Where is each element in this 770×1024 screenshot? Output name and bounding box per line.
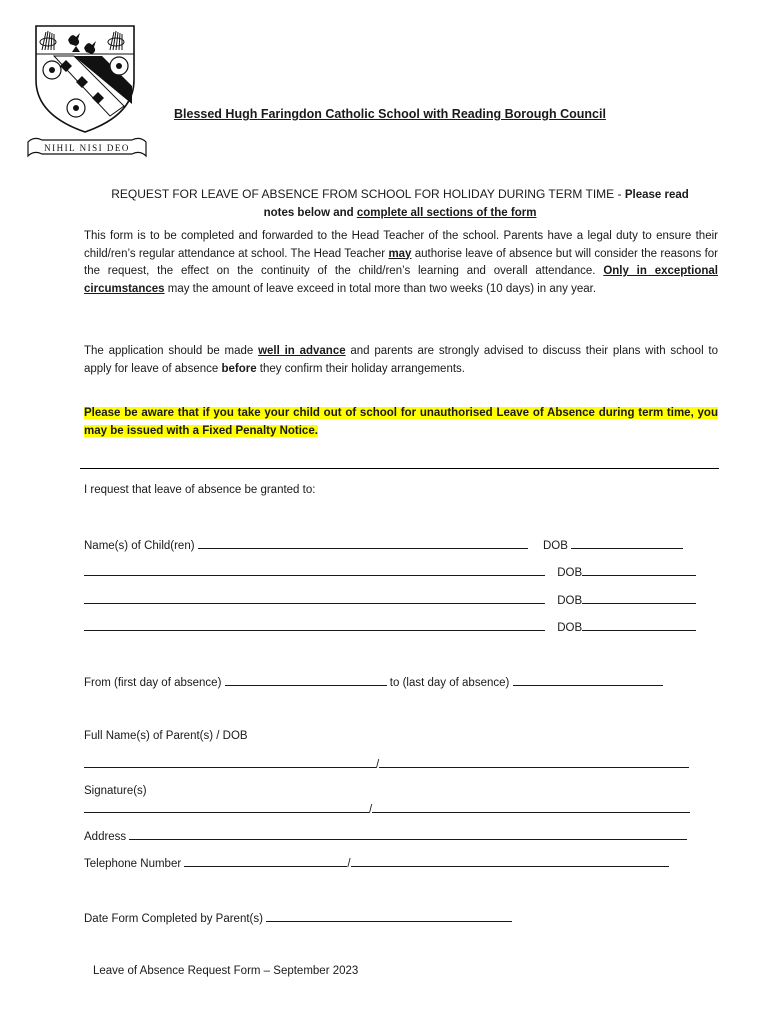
telephone-field-2[interactable] [351,855,669,867]
child-row-2 [84,564,696,581]
request-title-main: REQUEST FOR LEAVE OF ABSENCE FROM SCHOOL FOR HOLIDAY DURING TERM TIME - [111,187,625,201]
telephone-row [84,855,669,872]
request-title [60,185,740,222]
dob-label-1: DOB [542,540,572,552]
child-row-3 [84,592,696,609]
advance-text-2: and parents are strongly advised to discuss their plans with school to apply for leave of absence [84,345,718,375]
child-dob-field-3[interactable] [582,592,696,604]
names-label: Name(s) of Child(ren) [84,540,198,552]
school-title: Blessed Hugh Faringdon Catholic School with Reading Borough Council [174,107,606,121]
child-name-field-1[interactable] [198,537,528,549]
address-label: Address [84,831,130,843]
to-label: to (last day of absence) [386,677,513,689]
to-date-field[interactable] [513,674,663,686]
telephone-label: Telephone Number [84,858,185,870]
parents-label: Full Name(s) of Parent(s) / DOB [84,730,248,742]
child-name-field-4[interactable] [84,619,545,631]
date-completed-row [84,910,512,927]
signature-slash: / [369,804,373,816]
request-line: I request that leave of absence be granted to: [84,484,316,496]
request-title-instruction: Please read [624,189,689,201]
advance-well: well in advance [258,345,346,357]
intro-exceptional: Only in exceptional circumstances [84,265,718,295]
parent-name-field[interactable] [84,756,376,768]
advance-text-1: The application should be made [84,345,259,357]
child-name-field-3[interactable] [84,592,545,604]
advance-before: before [221,362,257,375]
address-field[interactable] [129,828,687,840]
absence-dates-row [84,674,663,691]
address-row [84,828,687,845]
request-title-notes: notes below and [263,207,357,219]
intro-paragraph [84,228,718,298]
intro-may: may [388,247,412,260]
signature-field-1[interactable] [84,801,369,813]
parents-slash: / [376,759,380,771]
signature-field-2[interactable] [372,801,690,813]
telephone-slash: / [347,858,351,870]
advance-text-3: they confirm their holiday arrangements. [256,362,465,375]
parents-row [84,756,689,773]
child-name-field-2[interactable] [84,564,545,576]
date-completed-label: Date Form Completed by Parent(s) [84,913,267,925]
from-date-field[interactable] [225,674,387,686]
date-completed-field[interactable] [266,910,512,922]
child-dob-field-1[interactable] [571,537,683,549]
parent-dob-field[interactable] [379,756,689,768]
intro-text-1: This form is to be completed and forwarded to the Head Teacher of the school. Parents have a legal duty to ensure their child/ren’s regular attendance at school. The Head Teacher [84,230,718,260]
signature-label: Signature(s) [84,785,147,797]
from-label: From (first day of absence) [84,677,225,689]
child-dob-field-2[interactable] [582,564,696,576]
signature-row [84,801,690,818]
footer-text: Leave of Absence Request Form – September 2023 [93,965,359,977]
section-divider [80,468,719,469]
dob-label-2: DOB [557,567,583,579]
child-row-1 [84,537,683,554]
dob-label-4: DOB [557,622,583,634]
telephone-field-1[interactable] [184,855,347,867]
child-row-4 [84,619,696,636]
request-title-complete: complete all sections of the form [356,207,537,219]
intro-text-3: may the amount of leave exceed in total more than two weeks (10 days) in any year. [164,282,597,295]
advance-paragraph [84,343,718,378]
warning-paragraph [84,405,718,440]
dob-label-3: DOB [557,595,583,607]
crest-motto: NIHIL NISI DEO [44,143,130,153]
warning-text: Please be aware that if you take your child out of school for unauthorised Leave of Absence during term time, you may be issued with a Fixed Penalty Notice. [84,407,718,437]
school-crest-logo [24,20,154,168]
intro-text-2: authorise leave of absence but will consider the reasons for the request, the effect on the continuity of the child/ren’s learning and overall attendance. [84,247,718,277]
child-dob-field-4[interactable] [582,619,696,631]
